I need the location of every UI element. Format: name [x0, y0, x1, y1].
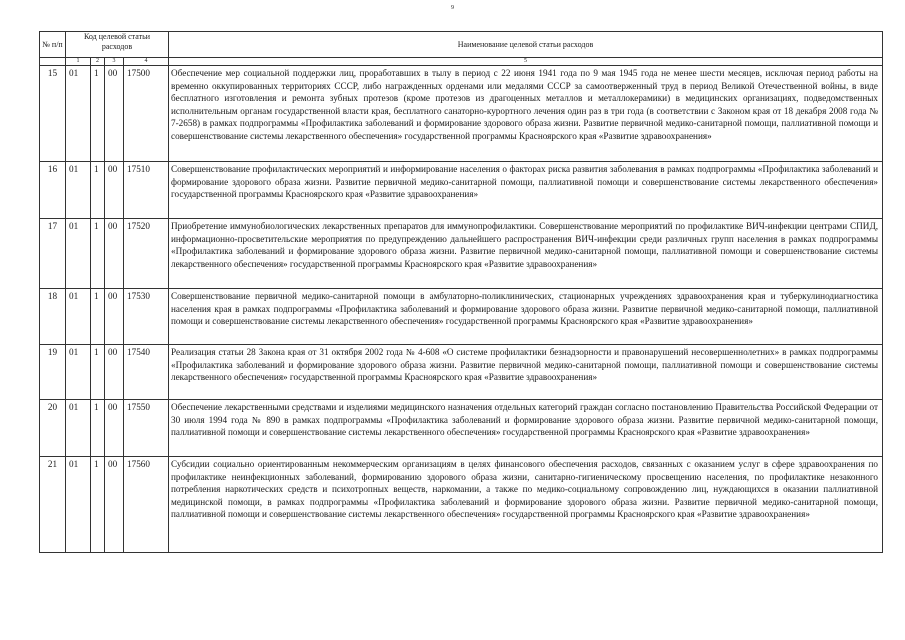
code-part-3: 00	[105, 162, 124, 219]
column-index-row	[40, 58, 883, 66]
code-part-4: 17540	[124, 345, 169, 400]
row-number: 19	[40, 345, 66, 400]
code-part-1: 01	[66, 345, 91, 400]
index-cell: 3	[105, 58, 124, 66]
code-part-1: 01	[66, 162, 91, 219]
header-code: Код целевой статьи расходов	[66, 32, 169, 58]
code-part-3: 00	[105, 457, 124, 553]
code-part-3: 00	[105, 289, 124, 345]
code-part-2: 1	[91, 219, 105, 289]
item-description: Совершенствование первичной медико-санитарной помощи в амбулаторно-поликлинических, стационарных учреждениях здравоохранения края и туберкулинодиагностика населения края в рамках подпрограммы «Профилактика заболеваний и формирование здорового образа жизни. Развитие первичной медико-санитарной помощи, паллиативной помощи и совершенствование системы лекарственного обеспечения» государственной программы Красноярского края «Развитие здравоохранения»	[169, 289, 883, 345]
code-part-2: 1	[91, 400, 105, 457]
code-part-4: 17510	[124, 162, 169, 219]
table-row	[40, 457, 883, 553]
item-description: Приобретение иммунобиологических лекарственных препаратов для иммунопрофилактики. Совершенствование мероприятий по профилактике ВИЧ-инфекции центрами СПИД, информационно-просветительские мероприятия по предупреждению дальнейшего распространения ВИЧ-инфекции среди различных групп населения в рамках подпрограммы «Профилактика заболеваний и формирование здорового образа жизни. Развитие первичной медико-санитарной помощи, паллиативной помощи и совершенствование системы лекарственного обеспечения» государственной программы Красноярского края «Развитие здравоохранения»	[169, 219, 883, 289]
code-part-4: 17530	[124, 289, 169, 345]
table-row	[40, 345, 883, 400]
expense-items-table	[39, 31, 883, 553]
item-description: Обеспечение мер социальной поддержки лиц, проработавших в тылу в период с 22 июня 1941 года по 9 мая 1945 года не менее шести месяцев, исключая период работы на временно оккупированных территориях СССР, либо награжденных орденами или медалями СССР за самоотверженный труд в период Великой Отечественной войны, в виде бесплатного изготовления и ремонта зубных протезов (кроме протезов из драгоценных металлов и металлокерамики) в медицинских организациях, подведомственных исполнительным органам государственной власти края, бесплатного санаторно-курортного лечения один раз в три года (в соответствии с Законом края от 18 декабря 2008 года № 7-2658) в рамках подпрограммы «Профилактика заболеваний и формирование здорового образа жизни. Развитие первичной медико-санитарной помощи, паллиативной помощи и совершенствование системы лекарственного обеспечения» государственной программы Красноярского края «Развитие здравоохранения»	[169, 66, 883, 162]
index-cell: 4	[124, 58, 169, 66]
code-part-3: 00	[105, 219, 124, 289]
table-row	[40, 289, 883, 345]
item-description: Обеспечение лекарственными средствами и изделиями медицинского назначения отдельных категорий граждан согласно постановлению Правительства Российской Федерации от 30 июля 1994 года № 890 в рамках подпрограммы «Профилактика заболеваний и формирование здорового образа жизни. Развитие первичной медико-санитарной помощи, паллиативной помощи и совершенствование системы лекарственного обеспечения» государственной программы Красноярского края «Развитие здравоохранения»	[169, 400, 883, 457]
item-description: Субсидии социально ориентированным некоммерческим организациям в целях финансового обеспечения расходов, связанных с оказанием услуг в сфере здравоохранения по профилактике неинфекционных заболеваний, формированию здорового образа жизни, санитарно-гигиеническому просвещению населения, по профилактике незаконного потребления наркотических средств и психотропных веществ, наркомании, а также по медико-социальному сопровождению лиц, нуждающихся в оказании паллиативной медицинской помощи, в рамках подпрограммы «Профилактика заболеваний и формирование здорового образа жизни. Развитие первичной медико-санитарной помощи, паллиативной помощи и совершенствование системы лекарственного обеспечения» государственной программы Красноярского края «Развитие здравоохранения»	[169, 457, 883, 553]
code-part-1: 01	[66, 289, 91, 345]
row-number: 18	[40, 289, 66, 345]
code-part-1: 01	[66, 66, 91, 162]
table-row	[40, 66, 883, 162]
code-part-2: 1	[91, 345, 105, 400]
code-part-2: 1	[91, 457, 105, 553]
code-part-4: 17560	[124, 457, 169, 553]
code-part-1: 01	[66, 457, 91, 553]
table-row	[40, 219, 883, 289]
row-number: 16	[40, 162, 66, 219]
row-number: 15	[40, 66, 66, 162]
row-number: 21	[40, 457, 66, 553]
table-row	[40, 400, 883, 457]
code-part-1: 01	[66, 219, 91, 289]
item-description: Реализация статьи 28 Закона края от 31 октября 2002 года № 4-608 «О системе профилактики безнадзорности и правонарушений несовершеннолетних» в рамках подпрограммы «Профилактика заболеваний и формирование здорового образа жизни. Развитие первичной медико-санитарной помощи, паллиативной помощи и совершенствование системы лекарственного обеспечения» государственной программы Красноярского края «Развитие здравоохранения»	[169, 345, 883, 400]
code-part-1: 01	[66, 400, 91, 457]
item-description: Совершенствование профилактических мероприятий и информирование населения о факторах риска развития заболевания в рамках подпрограммы «Профилактика заболеваний и формирование здорового образа жизни. Развитие первичной медико-санитарной помощи, паллиативной помощи и совершенствование системы лекарственного обеспечения» государственной программы Красноярского края «Развитие здравоохранения»	[169, 162, 883, 219]
code-part-4: 17520	[124, 219, 169, 289]
code-part-4: 17500	[124, 66, 169, 162]
header-number: № п/п	[40, 32, 66, 58]
index-cell: 2	[91, 58, 105, 66]
table-header-row	[40, 32, 883, 58]
row-number: 17	[40, 219, 66, 289]
index-cell-empty	[40, 58, 66, 66]
index-cell: 1	[66, 58, 91, 66]
code-part-3: 00	[105, 345, 124, 400]
table-row	[40, 162, 883, 219]
code-part-2: 1	[91, 66, 105, 162]
code-part-2: 1	[91, 289, 105, 345]
row-number: 20	[40, 400, 66, 457]
index-cell: 5	[169, 58, 883, 66]
code-part-3: 00	[105, 400, 124, 457]
code-part-3: 00	[105, 66, 124, 162]
page-number: 9	[451, 5, 454, 11]
code-part-2: 1	[91, 162, 105, 219]
code-part-4: 17550	[124, 400, 169, 457]
header-name: Наименование целевой статьи расходов	[169, 32, 883, 58]
